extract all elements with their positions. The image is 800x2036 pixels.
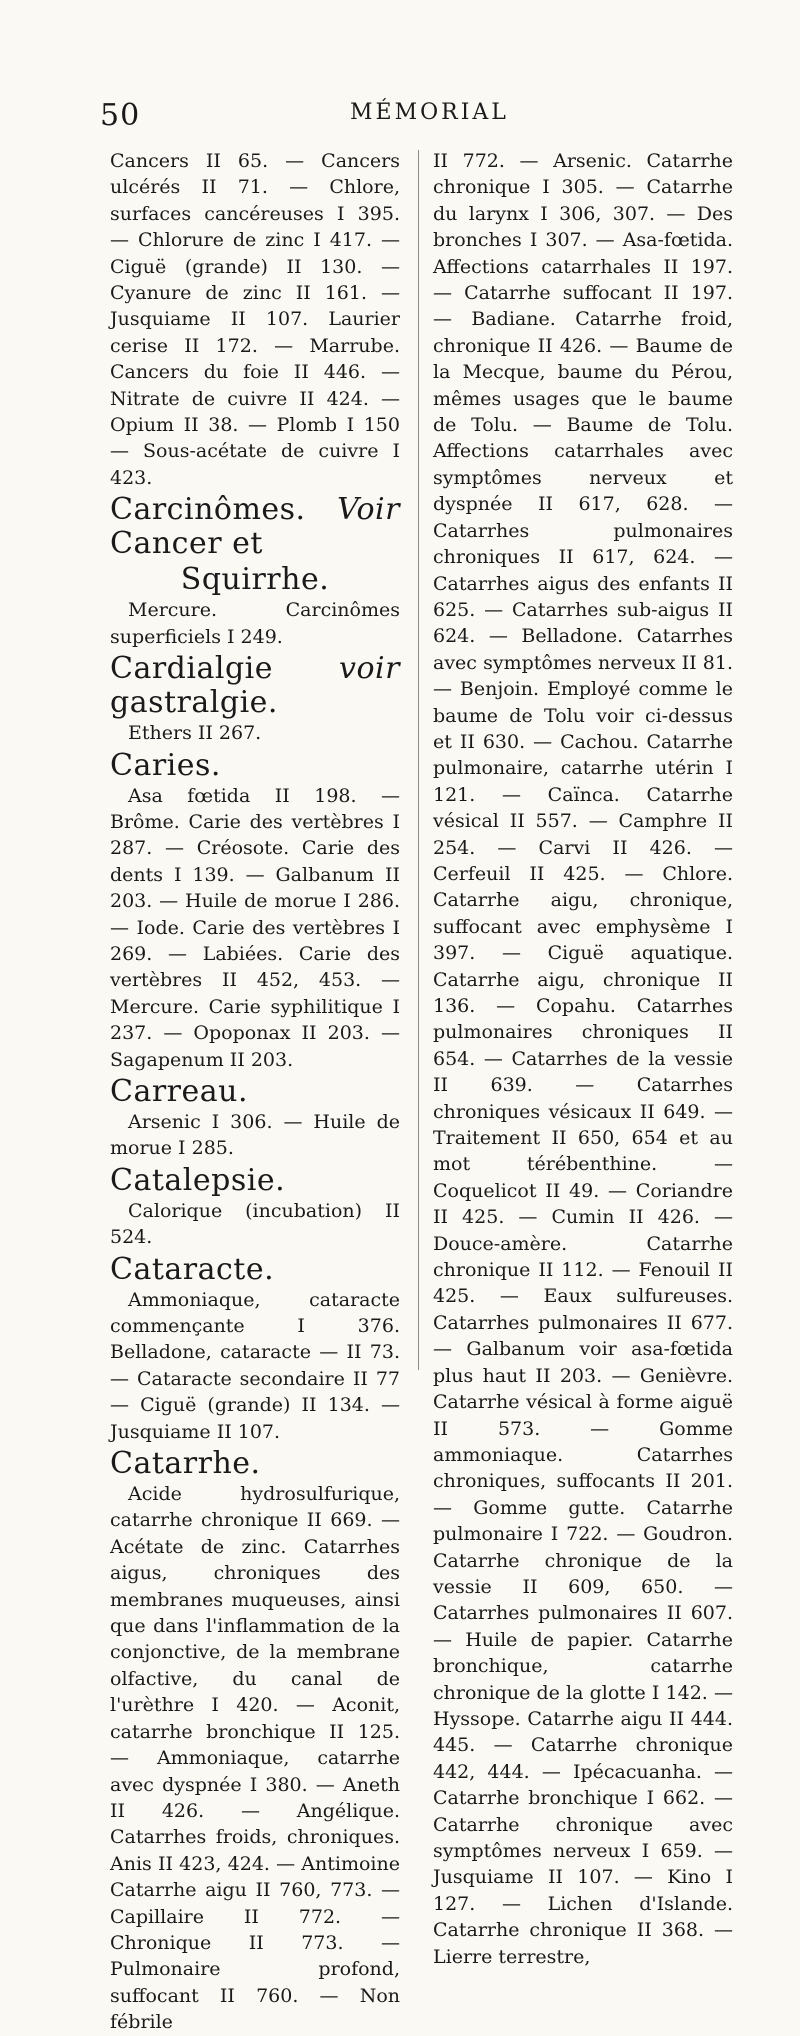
heading-carcinomes-label: Carcinômes. (110, 492, 306, 528)
heading-catarrhe: Catarrhe. (110, 1446, 261, 1482)
entry-catarrhe: Acide hydrosulfurique, catarrhe chronique II 669. — Acétate de zinc. Catarrhes aigus, chroniques des membranes muqueuses, ainsi que dans l'inflammation de la conjonctive, de la membrane olfactive, du canal de l'urèthre I 420. — Aconit, catarrhe bronchique II 125. — Ammoniaque, catarrhe avec dyspnée I 380. — Aneth II 426. — Angélique. Catarrhes froids, chroniques. Anis II 423, 424. — Antimoine Catarrhe aigu II 760, 773. — Capillaire II 772. — Chronique II 773. — Pulmonaire profond, suffocant II 760. — Non fébrile (110, 1483, 400, 2034)
heading-carcinomes (110, 493, 400, 561)
entry-carcinomes: Mercure. Carcinômes superficiels I 249. (110, 599, 400, 648)
heading-cataracte: Cataracte. (110, 1251, 275, 1287)
running-head: MÉMORIAL (350, 100, 509, 125)
left-column (110, 148, 400, 2036)
entry-carreau: Arsenic I 306. — Huile de morue I 285. (110, 1110, 400, 1160)
entry-cataracte: Ammoniaque, cataracte commençante I 376. Belladone, cataracte — II 73. — Cataracte secondaire II 77 — Ciguë (grande) II 134. — Jusquiame II 107. (110, 1288, 400, 1443)
entry-caries: Asa fœtida II 198. — Brôme. Carie des vertèbres I 287. — Créosote. Carie des dents I 139. — Galbanum II 203. — Huile de morue I 286. — Iode. Carie des vertèbres I 269. — Labiées. Carie des vertèbres II 452, 453. — Mercure. Carie syphilitique I 237. — Opoponax II 203. — Sagapenum II 203. (110, 784, 400, 1071)
entry-catarrhe-continued: II 772. — Arsenic. Catarrhe chronique I 305. — Catarrhe du larynx I 306, 307. — Des bronches I 307. — Asa-fœtida. Affections catarrhales II 197. — Catarrhe suffocant II 197. — Badiane. Catarrhe froid, chronique II 426. — Baume de la Mecque, baume du Pérou, mêmes usages que le baume de Tolu. — Baume de Tolu. Affections catarrhales avec symptômes nerveux et dyspnée II 617, 628. — Catarrhes pulmonaires chroniques II 617, 624. — Catarrhes aigus des enfants II 625. — Catarrhes sub-aigus II 624. — Belladone. Catarrhes avec symptômes nerveux II 81. — Benjoin. Employé comme le baume de Tolu voir ci-dessus et II 630. — Cachou. Catarrhe pulmonaire, catarrhe utérin I 121. — Caïnca. Catarrhe vésical II 557. — Camphre II 254. — Carvi II 426. — Cerfeuil II 425. — Chlore. Catarrhe aigu, chronique, suffocant avec emphysème I 397. — Ciguë aquatique. Catarrhe aigu, chronique II 136. — Copahu. Catarrhes pulmonaires chroniques II 654. — Catarrhes de la vessie II 639. — Catarrhes chroniques vésicaux II 649. — Traitement II 650, 654 et au mot térébenthine. — Coquelicot II 49. — Coriandre II 425. — Cumin II 426. — Douce-amère. Catarrhe chronique II 112. — Fenouil II 425. — Eaux sulfureuses. Catarrhes pulmonaires II 677. — Galbanum voir asa-fœtida plus haut II 203. — Genièvre. Catarrhe vésical à forme aiguë II 573. — Gomme ammoniaque. Catarrhes chroniques, suffocants II 201. — Gomme gutte. Catarrhe pulmonaire I 722. — Goudron. Catarrhe chronique de la vessie II 609, 650. — Catarrhes pulmonaires II 607. — Huile de papier. Catarrhe bronchique, catarrhe chronique de la glotte I 142. — Hyssope. Catarrhe aigu II 444. 445. — Catarrhe chronique 442, 444. — Ipécacuanha. — Catarrhe bronchique I 662. — Catarrhe chronique avec symptômes nerveux I 659. — Jusquiame II 107. — Kino I 127. — Lichen d'Islande. Catarrhe chronique II 368. — Lierre terrestre, (433, 150, 733, 1968)
cross-reference: voir (339, 651, 400, 687)
entry-cancers: Cancers II 65. — Cancers ulcérés II 71. — Chlore, surfaces cancéreuses I 395. — Chlorure de zinc I 417. — Ciguë (grande) II 130. — Cyanure de zinc II 161. — Jusquiame II 107. Laurier cerise II 172. — Marrube. Cancers du foie II 446. — Nitrate de cuivre II 424. — Opium II 38. — Plomb I 150 — Sous-acétate de cuivre I 423. (110, 150, 400, 489)
cross-reference: Voir (337, 492, 400, 528)
entry-cardialgie: Ethers II 267. (128, 722, 262, 745)
heading-cardialgie (110, 652, 400, 720)
heading-carcinomes-target: Cancer et (110, 526, 263, 562)
right-column (433, 148, 733, 1970)
heading-carreau: Carreau. (110, 1073, 249, 1109)
heading-caries: Caries. (110, 747, 221, 783)
heading-cardialgie-label: Cardialgie (110, 651, 274, 687)
entry-catalepsie: Calorique (incubation) II 524. (110, 1199, 400, 1249)
column-divider (418, 150, 419, 1370)
heading-cardialgie-target: gastralgie. (110, 685, 278, 721)
heading-catalepsie: Catalepsie. (110, 1162, 286, 1198)
heading-squirrhe: Squirrhe. (180, 562, 330, 598)
page-number: 50 (100, 98, 141, 133)
